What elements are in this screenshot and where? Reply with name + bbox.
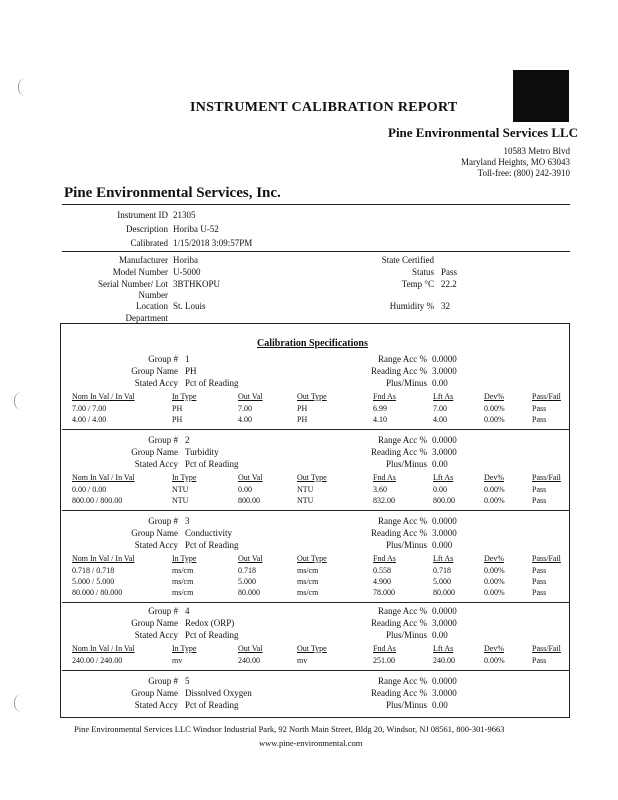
table-cell: 251.00 [373,656,395,665]
table-cell: 78.000 [373,588,395,597]
temp-label: Temp °C [401,279,434,289]
group-name-value: Dissolved Oxygen [185,688,252,698]
table-cell: 7.00 / 7.00 [72,404,107,413]
calibrated-label: Calibrated [130,238,168,248]
range-acc-label: Range Acc % [378,354,427,364]
address-line-1: 10583 Metro Blvd [503,146,570,156]
group-name-label: Group Name [131,618,178,628]
company-name-right: Pine Environmental Services LLC [388,125,579,140]
table-cell: 0.00 / 0.00 [72,485,107,494]
table-cell: ms/cm [172,566,194,575]
group-divider [62,429,570,430]
column-header: Pass/Fail [532,554,561,563]
stated-accy-label: Stated Accy [134,378,178,388]
reading-acc-label: Reading Acc % [371,447,427,457]
table-cell: 240.00 [238,656,260,665]
calibrated-value: 1/15/2018 3:09:57PM [173,238,253,248]
stated-accy-value: Pct of Reading [185,378,239,388]
range-acc-value: 0.0000 [432,435,457,445]
table-cell: 5.000 [433,577,451,586]
plus-minus-value: 0.00 [432,630,448,640]
table-cell: Pass [532,656,547,665]
column-header: Out Type [297,554,327,563]
range-acc-value: 0.0000 [432,516,457,526]
table-cell: 0.00% [484,404,505,413]
stated-accy-label: Stated Accy [134,700,178,710]
table-cell: 80.000 [433,588,455,597]
column-header: Nom In Val / In Val [72,644,135,653]
description-value: Horiba U-52 [173,224,219,234]
description-label: Description [126,224,168,234]
plus-minus-value: 0.000 [432,540,453,550]
table-cell: 6.99 [373,404,387,413]
table-cell: Pass [532,415,547,424]
plus-minus-value: 0.00 [432,700,448,710]
model-label: Model Number [112,267,168,277]
column-header: Pass/Fail [532,644,561,653]
table-cell: 832.00 [373,496,395,505]
table-cell: 4.00 [238,415,252,424]
stated-accy-value: Pct of Reading [185,540,239,550]
reading-acc-value: 3.0000 [432,618,457,628]
plus-minus-label: Plus/Minus [385,459,427,469]
table-cell: ms/cm [297,588,319,597]
group-number-value: 1 [185,354,190,364]
column-header: Lft As [433,392,454,401]
reading-acc-value: 3.0000 [432,688,457,698]
column-header: Out Type [297,473,327,482]
table-cell: 0.558 [373,566,391,575]
range-acc-label: Range Acc % [378,676,427,686]
plus-minus-value: 0.00 [432,378,448,388]
reading-acc-value: 3.0000 [432,447,457,457]
table-cell: 4.00 [433,415,447,424]
plus-minus-label: Plus/Minus [385,540,427,550]
column-header: Nom In Val / In Val [72,392,135,401]
table-cell: 0.718 [433,566,451,575]
table-cell: Pass [532,485,547,494]
column-header: Dev% [484,473,504,482]
plus-minus-label: Plus/Minus [385,378,427,388]
table-cell: 80.000 [238,588,260,597]
table-cell: 800.00 [433,496,455,505]
reading-acc-label: Reading Acc % [371,688,427,698]
group-number-label: Group # [148,354,178,364]
column-header: Out Val [238,644,263,653]
table-cell: PH [297,415,308,424]
report-title: INSTRUMENT CALIBRATION REPORT [190,100,458,115]
manufacturer-value: Horiba [173,255,198,265]
manufacturer-label: Manufacturer [119,255,168,265]
table-cell: 0.00% [484,656,505,665]
group-name-label: Group Name [131,447,178,457]
group-name-label: Group Name [131,366,178,376]
group-divider [62,670,570,671]
table-cell: 5.000 [238,577,256,586]
reading-acc-label: Reading Acc % [371,528,427,538]
table-cell: 0.00% [484,577,505,586]
column-header: Lft As [433,473,454,482]
table-cell: 0.718 [238,566,256,575]
column-header: Lft As [433,554,454,563]
column-header: Dev% [484,644,504,653]
column-header: Fnd As [373,644,396,653]
column-header: Out Type [297,392,327,401]
state-certified-label: State Certified [381,255,434,265]
table-cell: Pass [532,577,547,586]
scan-mark [14,392,25,410]
table-cell: ms/cm [172,588,194,597]
column-header: Fnd As [373,554,396,563]
table-cell: PH [172,415,183,424]
table-cell: 4.10 [373,415,387,424]
reading-acc-label: Reading Acc % [371,366,427,376]
group-name-label: Group Name [131,688,178,698]
group-name-value: PH [185,366,197,376]
table-cell: 0.00% [484,415,505,424]
group-divider [62,510,570,511]
group-number-value: 2 [185,435,190,445]
table-cell: NTU [297,496,314,505]
address-line-3: Toll-free: (800) 242-3910 [477,168,570,178]
table-cell: 240.00 / 240.00 [72,656,123,665]
table-cell: 3.60 [373,485,387,494]
table-cell: 5.000 / 5.000 [72,577,115,586]
table-cell: 7.00 [433,404,447,413]
table-cell: 800.00 [238,496,260,505]
column-header: Fnd As [373,473,396,482]
table-cell: 0.00 [433,485,447,494]
range-acc-label: Range Acc % [378,606,427,616]
column-header: In Type [172,392,197,401]
column-header: Pass/Fail [532,392,561,401]
table-cell: PH [172,404,183,413]
table-cell: PH [297,404,308,413]
logo-block [513,70,569,122]
column-header: Dev% [484,554,504,563]
stated-accy-label: Stated Accy [134,540,178,550]
plus-minus-value: 0.00 [432,459,448,469]
table-cell: 80.000 / 80.000 [72,588,123,597]
column-header: Nom In Val / In Val [72,473,135,482]
stated-accy-value: Pct of Reading [185,459,239,469]
stated-accy-label: Stated Accy [134,459,178,469]
serial-value: 3BTHKOPU [173,279,221,289]
column-header: In Type [172,473,197,482]
table-cell: mv [172,656,183,665]
instrument-id-value: 21305 [173,210,196,220]
reading-acc-label: Reading Acc % [371,618,427,628]
scan-mark [18,78,29,96]
column-header: Nom In Val / In Val [72,554,135,563]
table-cell: ms/cm [297,577,319,586]
table-cell: 4.00 / 4.00 [72,415,107,424]
group-number-value: 4 [185,606,190,616]
reading-acc-value: 3.0000 [432,528,457,538]
location-label-cont: Department [125,313,168,323]
table-cell: Pass [532,588,547,597]
table-cell: ms/cm [172,577,194,586]
table-cell: 240.00 [433,656,455,665]
range-acc-label: Range Acc % [378,516,427,526]
column-header: Dev% [484,392,504,401]
group-name-label: Group Name [131,528,178,538]
table-cell: Pass [532,566,547,575]
range-acc-value: 0.0000 [432,676,457,686]
divider [62,251,570,252]
column-header: Lft As [433,644,454,653]
footer-address: Pine Environmental Services LLC Windsor Industrial Park, 92 North Main Street, Bldg 20, Windsor, NJ 08561, 800-301-9663 [74,724,505,734]
table-cell: ms/cm [297,566,319,575]
model-value: U-5000 [173,267,201,277]
humidity-value: 32 [441,301,450,311]
table-cell: 0.00% [484,588,505,597]
group-name-value: Redox (ORP) [185,618,235,628]
table-cell: 0.00 [238,485,252,494]
column-header: In Type [172,554,197,563]
status-value: Pass [441,267,458,277]
footer-website: www.pine-environmental.com [259,738,363,748]
stated-accy-label: Stated Accy [134,630,178,640]
table-cell: Pass [532,496,547,505]
range-acc-label: Range Acc % [378,435,427,445]
range-acc-value: 0.0000 [432,606,457,616]
range-acc-value: 0.0000 [432,354,457,364]
stated-accy-value: Pct of Reading [185,700,239,710]
table-cell: NTU [172,496,189,505]
group-name-value: Turbidity [185,447,219,457]
plus-minus-label: Plus/Minus [385,700,427,710]
location-label: Location [136,301,168,311]
column-header: Out Type [297,644,327,653]
table-cell: 0.00% [484,485,505,494]
group-number-label: Group # [148,606,178,616]
group-number-label: Group # [148,676,178,686]
column-header: Fnd As [373,392,396,401]
instrument-id-label: Instrument ID [117,210,168,220]
column-header: Out Val [238,473,263,482]
scan-mark [14,694,25,712]
table-cell: 0.00% [484,566,505,575]
company-name-left: Pine Environmental Services, Inc. [64,185,281,201]
group-number-label: Group # [148,516,178,526]
status-label: Status [411,267,434,277]
humidity-label: Humidity % [389,301,434,311]
table-cell: 0.00% [484,496,505,505]
table-cell: 0.718 / 0.718 [72,566,115,575]
group-name-value: Conductivity [185,528,232,538]
address-line-2: Maryland Heights, MO 63043 [461,157,570,167]
plus-minus-label: Plus/Minus [385,630,427,640]
table-cell: 7.00 [238,404,252,413]
table-cell: Pass [532,404,547,413]
group-divider [62,602,570,603]
group-number-value: 5 [185,676,190,686]
serial-label-cont: Number [138,290,168,300]
group-number-label: Group # [148,435,178,445]
stated-accy-value: Pct of Reading [185,630,239,640]
spec-title: Calibration Specifications [257,338,368,349]
column-header: Out Val [238,392,263,401]
column-header: Pass/Fail [532,473,561,482]
table-cell: mv [297,656,308,665]
table-cell: NTU [297,485,314,494]
location-value: St. Louis [173,301,206,311]
table-cell: 800.00 / 800.00 [72,496,123,505]
temp-value: 22.2 [441,279,457,289]
table-cell: NTU [172,485,189,494]
divider [62,204,570,205]
group-number-value: 3 [185,516,190,526]
column-header: Out Val [238,554,263,563]
table-cell: 4.900 [373,577,391,586]
column-header: In Type [172,644,197,653]
reading-acc-value: 3.0000 [432,366,457,376]
serial-label: Serial Number/ Lot [98,279,168,289]
